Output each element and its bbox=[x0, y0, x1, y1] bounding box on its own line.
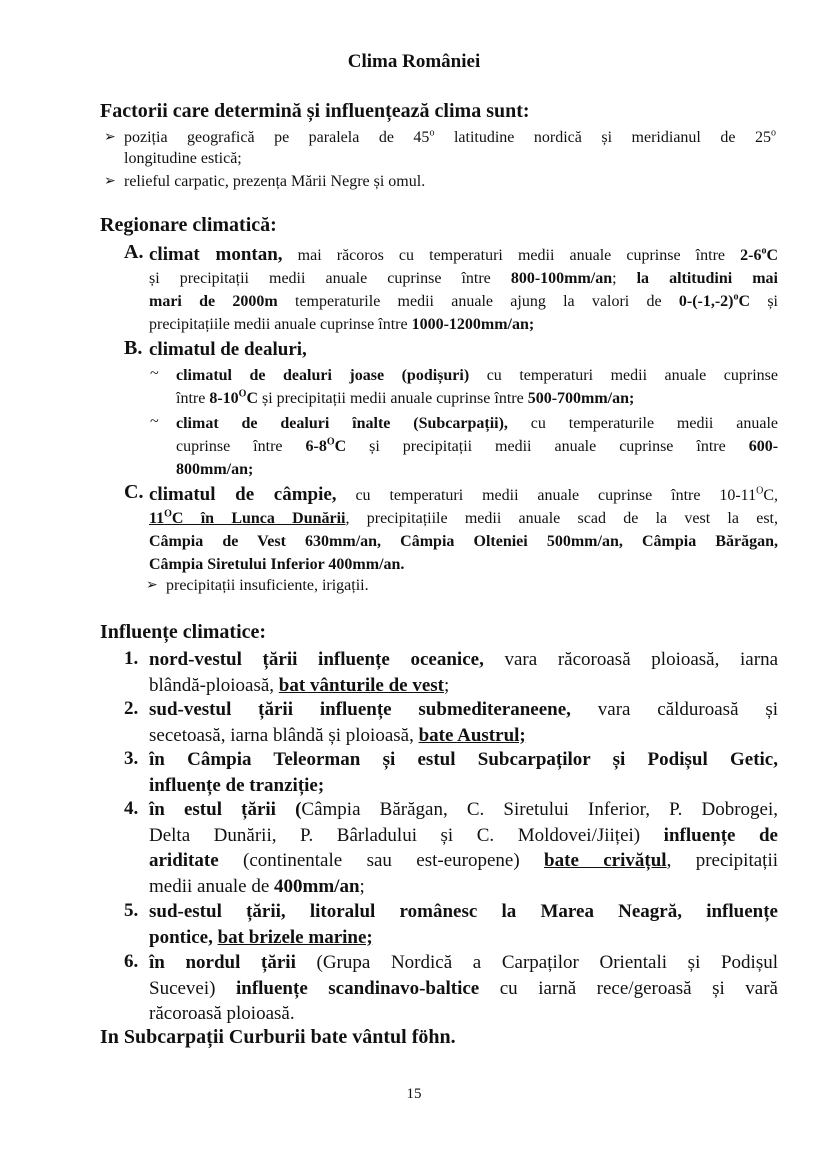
climat-campie: climatul de câmpie, cu temperaturi medii anuale cuprinse între $10-11^OC$, $11^OC$ în Lunca Dunării, precipitațiile medii anuale scad de la vest la est, Câmpia de Vest 630mm/an, Câmpia Olteniei 500mm/an, Câmpia Bărăgan, Câmpia Siretului Inferior 400mm/an. bbox=[149, 484, 778, 573]
influenta-3: în Câmpia Teleorman și estul Subcarpaților și Podișul Getic, influențe de tranziție; bbox=[149, 749, 778, 796]
heading-factori: Factorii care determină și influențează clima sunt: bbox=[100, 100, 530, 122]
arrow-bullet-icon: ➢ bbox=[104, 174, 116, 189]
climat-dealuri-joase: climatul de dealuri joase (podișuri) cu temperaturi medii anuale cuprinse între $8-10^OC$ și precipitații medii anuale cuprinse între 500-700mm/an; bbox=[176, 367, 779, 407]
climat-montan: climat montan, mai răcoros cu temperaturi medii anuale cuprinse între 2-6$^o$C și precipitații medii anuale cuprinse între 800-100mm/an; la altitudini mai mari de 2000m temperaturile medii anuale ajung la valori de $0-(-1,-2)^oC$ și precipitațiile medii anuale cuprinse între 1000-1200mm/an; bbox=[149, 244, 778, 333]
climat-dealuri-inalte: climat de dealuri înalte (Subcarpații), cu temperaturile medii anuale cuprinse între $6-8^OC$ și precipitații medii anuale cuprinse între 600- 800mm/an; bbox=[176, 415, 779, 478]
influenta-6: în nordul țării (Grupa Nordică a Carpaților Orientali și Podișul Sucevei) influențe scandinavo-baltice cu iarnă rece/geroasă și vară răcoroasă ploioasă. bbox=[149, 952, 779, 1024]
marker-a: A. bbox=[124, 241, 144, 263]
tilde-bullet-icon: ~ bbox=[150, 413, 159, 430]
item-number: 3. bbox=[124, 748, 139, 769]
arrow-bullet-icon: ➢ bbox=[146, 578, 158, 593]
page-title: Clima României bbox=[347, 51, 481, 72]
tilde-bullet-icon: ~ bbox=[150, 365, 159, 382]
influenta-1: nord-vestul țării influențe oceanice, vara răcoroasă ploioasă, iarna blândă-ploioasă, bat vânturile de vest; bbox=[149, 649, 779, 696]
bullet-factori-1: ➢ poziția geografică pe paralela de 45$^o$ latitudine nordică și meridianul de 25$^o$ longitudine estică; bbox=[104, 127, 776, 167]
arrow-bullet-icon: ➢ bbox=[104, 130, 116, 145]
heading-regionare: Regionare climatică: bbox=[100, 214, 277, 236]
item-number: 5. bbox=[124, 900, 139, 921]
item-number: 6. bbox=[124, 951, 139, 972]
item-number: 4. bbox=[124, 798, 139, 819]
heading-influente: Influențe climatice: bbox=[100, 621, 267, 643]
climat-dealuri-heading: climatul de dealuri, bbox=[149, 339, 307, 360]
influenta-5: sud-estul țării, litoralul românesc la Marea Neagră, influențe pontice, bat brizele marine; bbox=[149, 901, 778, 948]
bullet-campie: ➢ precipitații insuficiente, irigații. bbox=[146, 577, 369, 594]
item-number: 1. bbox=[124, 648, 139, 669]
influenta-4: în estul țării (Câmpia Bărăgan, C. Siretului Inferior, P. Dobrogei, Delta Dunării, P. Bârladului și C. Moldovei/Jiiței) influențe de ariditate (continentale sau est-europene) bate crivățul, precipitații medii anuale de 400mm/an; bbox=[149, 799, 778, 897]
marker-b: B. bbox=[124, 337, 143, 359]
item-number: 2. bbox=[124, 698, 139, 719]
influenta-2: sud-vestul țării influențe submediteraneene, vara călduroasă și secetoasă, iarna blândă și ploioasă, bate Austrul; bbox=[149, 699, 778, 746]
bullet-factori-2: ➢ relieful carpatic, prezența Mării Negre și omul. bbox=[104, 173, 426, 190]
final-note: In Subcarpații Curburii bate vântul föhn. bbox=[100, 1026, 456, 1048]
marker-c: C. bbox=[124, 481, 144, 503]
page-number: 15 bbox=[406, 1086, 422, 1102]
